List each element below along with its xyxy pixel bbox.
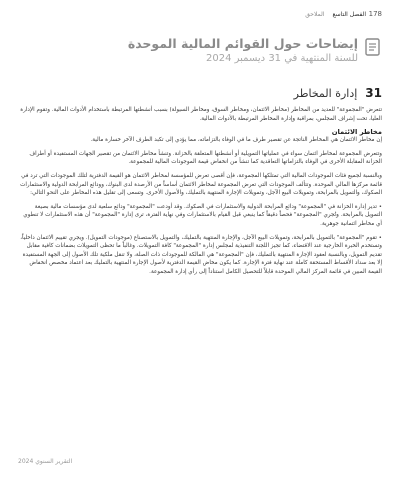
section-number: 31 bbox=[365, 86, 382, 100]
section-heading bbox=[18, 86, 382, 100]
document-icon bbox=[364, 38, 382, 56]
page-number: 178 bbox=[368, 10, 382, 18]
credit-risk-heading: مخاطر الائتمان bbox=[331, 128, 382, 137]
section-title: إدارة المخاطر bbox=[293, 87, 358, 100]
credit-exposure-paragraph: وبالنسبة لجميع فئات الموجودات المالية التي تمتلكها المجموعة، فإن أقصى تعرض للمؤسسة لمخاطر الائتمان هو القيمة الدفترية لتلك الموجودات التي ترد في قائمة مركزها المالي الموحدة. وتتألف الموجودات التي تعرض المجموعة لمخاطر الائتمان أساساً من الأرصدة لدى البنوك، وودائع المرابحة الدولية والاستثمارات الصكوك، والتمويل بالمرابحة، وتمويلات البيع الآجل، وتمويلات الإجارة المنتهية بالتمليك، والأصول الأخرى. وتسعى إلى تقليل هذه المخاطر على النحو التالي: bbox=[20, 172, 382, 197]
credit-risk-paragraph: وتتعرض المجموعة لمخاطر ائتمان سواء في عملياتها التمويلية أو أنشطتها المتعلقة بالخزانة. وتنشأ مخاطر الائتمان من تقصير الجهات المستفيدة أو أطراف الخزانة المقابلة الأخرى في الوفاء بالتزاماتها التعاقدية كما تنشأ من انخفاض قيمة الموجودات المالية للمجموعة. bbox=[29, 150, 382, 166]
page-header bbox=[22, 36, 382, 66]
list-item: • تقوم "المجموعة" بالتمويل بالمرابحة، وتمويلات البيع الآجل، والإجارة المنتهية بالتمليك، والتمويل بالاستصناع (موجودات التمويل). ويجري تقييم الائتمان داخلياً، وتستخدم الخبرة الخارجية عند الاقتضاء، كما تجيز اللجنة التنفيذية لمجلس إدارة "المجموعة" كافة التمويلات. وغالباً ما تحظى التمويلات بضمانات كافية مقابل تقديم التمويل، وبالنسبة لعقود الإجارة المنتهية بالتمليك، فإن "المجموعة" هي المالكة للموجودات ذات الصلة، ولا تنقل ملكية تلك الأصول إلى الجهة المستفيدة إلا بعد سداد الأقساط المستحقة كاملة عند نهاية فترة الإجارة. كما يكون مخاض القيمة الدفترية لأصول الإجارة المنتهية بالتمليك بعد اعتماد مخصص انخفاض القيمة المبين في قائمة المركز المالي الموحدة قابلاً للتحصيل الكامل استناداً إلى رأي إدارة المجموعة. bbox=[20, 234, 382, 275]
intro-paragraph: تتعرض "المجموعة" للعديد من المخاطر (مخاطر الائتمان، ومخاطر السوق، ومخاطر السيولة) بسبب أنشطتها المرتبطة باستخدام الأدوات المالية. وتقوم الإدارة العليا، تحت إشراف المجلس، بمراقبة وإدارة المخاطر المرتبطة بالأدوات المالية. bbox=[20, 107, 382, 122]
top-bar bbox=[18, 10, 382, 22]
page-title: إيضاحات حول القوائم المالية الموحدة bbox=[127, 36, 358, 51]
breadcrumb-section: الملاحق bbox=[305, 11, 325, 18]
page-subtitle: للسنة المنتهية في 31 ديسمبر 2024 bbox=[206, 53, 358, 64]
footer-report-label: التقرير السنوي 2024 bbox=[18, 458, 73, 465]
breadcrumb bbox=[305, 11, 366, 18]
risk-management-section bbox=[18, 86, 382, 277]
list-item: • تدير إدارة الخزانة في "المجموعة" ودائع المرابحة الدولية والاستثمارات في الصكوك. وقد أودعت "المجموعة" ودائع سلعية لدى مؤسسات مالية بصيغة التمويل بالمرابحة. وتُجري "المجموعة" فحصاً دقيقاً كما ينبغي قبل القيام بالاستثمارات وفي نهاية الفترة، ترى إدارة "المجموعة" أن هذه الاستثمارات لا تنطوي أي مخاطر ائتمانية جوهرية. bbox=[23, 203, 382, 227]
breadcrumb-chapter: الفصل التاسع bbox=[332, 11, 366, 18]
credit-risk-definition: إن مخاطر الائتمان هي المخاطر الناتجة عن تقصير طرف ما في الوفاء بالتزاماته، مما يؤدي إلى تكبد الطرف الآخر خسارة مالية. bbox=[90, 137, 382, 144]
